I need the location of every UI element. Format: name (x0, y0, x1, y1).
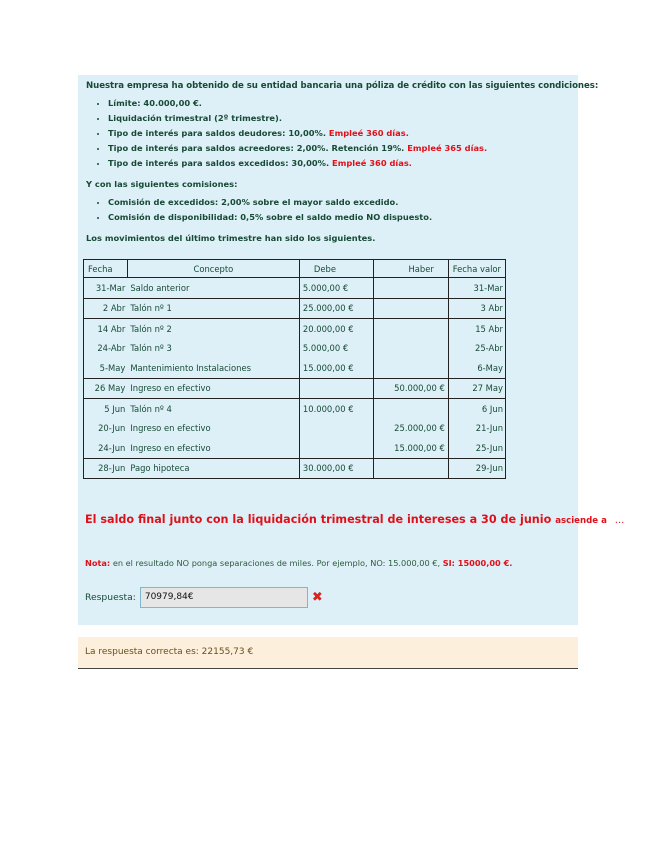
cell-fecha-valor: 31-Mar (448, 278, 505, 299)
cell-concepto: Ingreso en efectivo (130, 423, 211, 434)
table-header-row (84, 260, 506, 278)
note-si: SI: 15000,00 €. (442, 558, 513, 568)
cell-fecha: 5 Jun (84, 399, 128, 419)
cell-fecha-valor: 25-Jun (448, 438, 505, 458)
cell-haber (374, 319, 448, 339)
table-row (84, 278, 506, 299)
cell-fecha-valor: 29-Jun (448, 458, 505, 479)
cell-concepto: Pago hipoteca (127, 458, 299, 479)
table-row (84, 458, 506, 479)
condition-item: • Liquidación trimestral (2º trimestre). (108, 111, 570, 126)
cell-fecha-valor: 6 Jun (448, 399, 505, 419)
cell-concepto: Saldo anterior (130, 282, 190, 293)
cell-debe: 30.000,00 € (299, 458, 373, 479)
cell-concepto: Ingreso en efectivo (130, 442, 211, 453)
cell-concepto: Ingreso en efectivo (127, 378, 299, 399)
cell-debe: 10.000,00 € (299, 399, 373, 419)
table-row (84, 298, 506, 319)
condition-note: Empleé 365 días. (407, 143, 488, 153)
cell-fecha-valor: 21-Jun (448, 419, 505, 439)
header-concepto: Concepto (127, 260, 299, 278)
table-row (84, 358, 506, 378)
header-fecha: Fecha (84, 260, 128, 278)
cell-fecha: 14 Abr (84, 319, 128, 339)
cell-fecha-valor: 27 May (448, 378, 505, 399)
cell-debe: 25.000,00 € (299, 298, 373, 319)
movements-heading: Los movimientos del último trimestre han sido los siguientes. (86, 233, 376, 243)
cell-debe (299, 438, 373, 458)
table-row (84, 419, 506, 439)
cell-fecha: 24-Abr (97, 343, 126, 354)
table-row (84, 399, 506, 419)
cell-fecha: 5-May (99, 362, 126, 373)
cell-haber: 25.000,00 € (374, 419, 448, 439)
table-row (84, 319, 506, 339)
cell-fecha: 2 Abr (84, 298, 128, 319)
condition-item: • Límite: 40.000,00 €. (108, 96, 570, 111)
cell-concepto: Talón nº 1 (127, 298, 299, 319)
cell-haber (374, 399, 448, 419)
condition-note: Empleé 360 días. (328, 128, 409, 138)
table-row (84, 438, 506, 458)
cell-fecha: 31-Mar (95, 282, 126, 293)
answer-row (85, 585, 323, 609)
header-haber: Haber (374, 260, 448, 278)
question-intro: Nuestra empresa ha obtenido de su entidad bancaria una póliza de crédito con las siguientes condiciones: (86, 81, 599, 91)
note (85, 558, 512, 568)
cell-debe: 5.000,00 € (299, 278, 373, 299)
cell-concepto: Talón nº 2 (127, 319, 299, 339)
cell-haber (374, 339, 448, 359)
cell-haber (374, 278, 448, 299)
header-fecha-valor: Fecha valor (448, 260, 505, 278)
condition-note: Empleé 360 días. (332, 158, 412, 168)
correct-answer-feedback: La respuesta correcta es: 22155,73 € (78, 637, 578, 669)
table-row (84, 378, 506, 399)
commission-item: • Comisión de excedidos: 2,00% sobre el mayor saldo excedido. (108, 195, 570, 210)
commission-item: • Comisión de disponibilidad: 0,5% sobre el saldo medio NO dispuesto. (108, 210, 570, 225)
condition-item: • Tipo de interés para saldos excedidos: 30,00%. Empleé 360 días. (108, 156, 570, 171)
cell-haber (374, 298, 448, 319)
table-row (84, 339, 506, 359)
cell-fecha-valor: 3 Abr (448, 298, 505, 319)
note-label: Nota: (85, 558, 111, 568)
cell-debe: 5.000,00 € (299, 339, 373, 359)
cell-debe (299, 419, 373, 439)
cell-concepto: Mantenimiento Instalaciones (130, 362, 251, 373)
cell-concepto: Talón nº 3 (130, 343, 172, 354)
cell-fecha: 20-Jun (98, 423, 126, 434)
cell-fecha-valor: 6-May (448, 358, 505, 378)
header-debe: Debe (299, 260, 373, 278)
conditions-list (86, 96, 570, 171)
cell-haber: 50.000,00 € (374, 378, 448, 399)
note-text: en el resultado NO ponga separaciones de miles. Por ejemplo, NO: 15.000,00 €, (112, 558, 441, 568)
commissions-list (86, 195, 570, 225)
cell-haber: 15.000,00 € (374, 438, 448, 458)
condition-item: • Tipo de interés para saldos acreedores: 2,00%. Retención 19%. Empleé 365 días. (108, 141, 570, 156)
commissions-heading: Y con las siguientes comisiones: (86, 179, 238, 189)
incorrect-x-icon: ✖ (311, 589, 323, 605)
cell-fecha-valor: 15 Abr (448, 319, 505, 339)
movements-table (83, 259, 506, 479)
cell-debe: 15.000,00 € (299, 358, 373, 378)
cell-fecha: 26 May (84, 378, 128, 399)
question-panel (78, 75, 625, 625)
final-statement: El saldo final junto con la liquidación trimestral de intereses a 30 de junio asciende a ... (85, 513, 625, 526)
cell-haber (374, 458, 448, 479)
cell-haber (374, 358, 448, 378)
cell-fecha-valor: 25-Abr (448, 339, 505, 359)
answer-label: Respuesta: (85, 591, 136, 603)
cell-fecha: 28-Jun (84, 458, 128, 479)
cell-fecha: 24-Jun (98, 442, 126, 453)
cell-debe: 20.000,00 € (299, 319, 373, 339)
answer-input[interactable] (140, 587, 308, 608)
cell-concepto: Talón nº 4 (127, 399, 299, 419)
cell-debe (299, 378, 373, 399)
condition-item: • Tipo de interés para saldos deudores: 10,00%. Empleé 360 días. (108, 126, 570, 141)
